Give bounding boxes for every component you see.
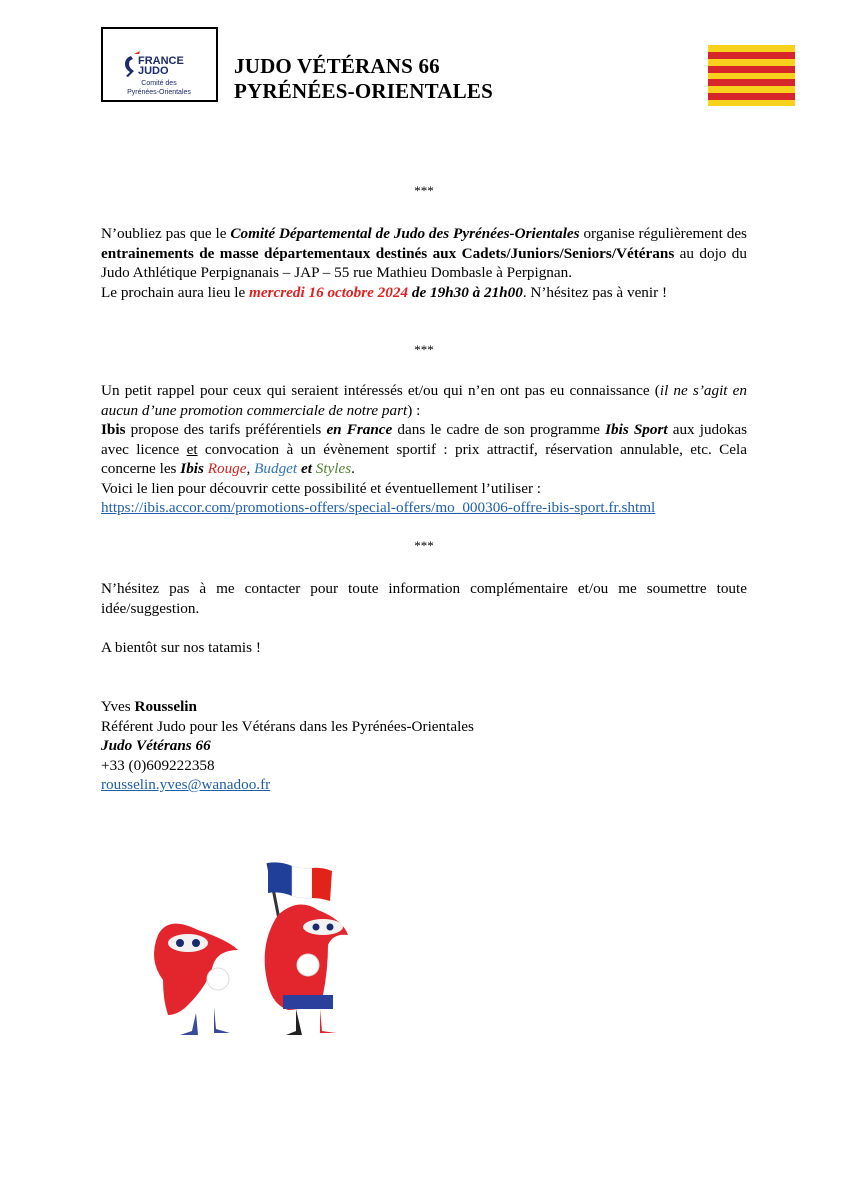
next-session-date: mercredi 16 octobre 2024	[249, 283, 409, 301]
catalan-flag-icon	[708, 45, 795, 106]
ibis-offer-link[interactable]: https://ibis.accor.com/promotions-offers/special-offers/mo_000306-offre-ibis-sport.fr.shtml	[101, 499, 656, 516]
title-line-1: JUDO VÉTÉRANS 66	[234, 54, 440, 78]
logo-line3: Comité des	[141, 80, 177, 87]
france-judo-logo	[101, 27, 218, 102]
separator: ***	[414, 183, 434, 198]
separator: ***	[414, 342, 434, 357]
signature-org: Judo Vétérans 66	[101, 737, 211, 754]
paragraph-contact: N’hésitez pas à me contacter pour toute information complémentaire et/ou me soumettre toute idée/suggestion.	[101, 580, 747, 617]
training-audience: entrainements de masse départementaux destinés aux Cadets/Juniors/Seniors/Vétérans	[101, 244, 675, 262]
signature-first-name: Yves	[101, 698, 135, 715]
paragraph-training: N’oubliez pas que le Comité Départemental de Judo des Pyrénées-Orientales organise régulièrement des entrainements de masse départementaux destinés aux Cadets/Juniors/Seniors/Vétérans au dojo du Judo Athlétique Perpignanais – JAP – 55 rue Mathieu Dombasle à Perpignan. Le prochain aura lieu le mercredi 16 octobre 2024 de 19h30 à 21h00. N’hésitez pas à venir !	[101, 225, 747, 301]
signature-phone: +33 (0)609222358	[101, 756, 215, 774]
logo-line4: Pyrénées-Orientales	[127, 89, 191, 96]
france-judo-logo-graphic	[103, 29, 216, 100]
ibis-rouge: Rouge	[207, 460, 247, 477]
paragraph-closing: A bientôt sur nos tatamis !	[101, 639, 261, 656]
signature-role: Référent Judo pour les Vétérans dans les Pyrénées-Orientales	[101, 717, 474, 735]
next-session-time: de 19h30 à 21h00	[411, 283, 523, 301]
committee-name: Comité Départemental de Judo des Pyrénées-Orientales	[230, 225, 580, 242]
page-title	[234, 54, 493, 104]
signature-block	[101, 697, 747, 795]
separator: ***	[414, 538, 434, 553]
email-link[interactable]: rousselin.yves@wanadoo.fr	[101, 776, 271, 793]
ibis-budget: Budget	[254, 460, 298, 477]
ibis-styles: Styles	[315, 460, 352, 477]
title-line-2: PYRÉNÉES-ORIENTALES	[234, 79, 493, 103]
logo-line2: JUDO	[138, 65, 169, 77]
ibis-sport-program: Ibis Sport	[605, 421, 668, 438]
signature-last-name: Rousselin	[134, 698, 197, 715]
paragraph-ibis: Un petit rappel pour ceux qui seraient intéressés et/ou qui n’en ont pas eu connaissance (il ne s’agit en aucun d’une promotion commerciale de notre part) : Ibis propose des tarifs préférentiels en France dans le cadre de son programme Ibis Sport aux judokas avec licence et convocation à un évènement sportif : prix attractif, réservation annulable, etc. Cela concerne les Ibis Rouge, Budget et Styles. Voici le lien pour découvrir cette possibilité et éventuellement l’utiliser : https://ibis.accor.com/promotions-offers/special-offers/mo_000306-offre-ibis-sport.fr.shtml	[101, 382, 747, 516]
olympic-mascots-illustration	[118, 855, 378, 1045]
logo-line1: FRANCE	[138, 55, 184, 67]
